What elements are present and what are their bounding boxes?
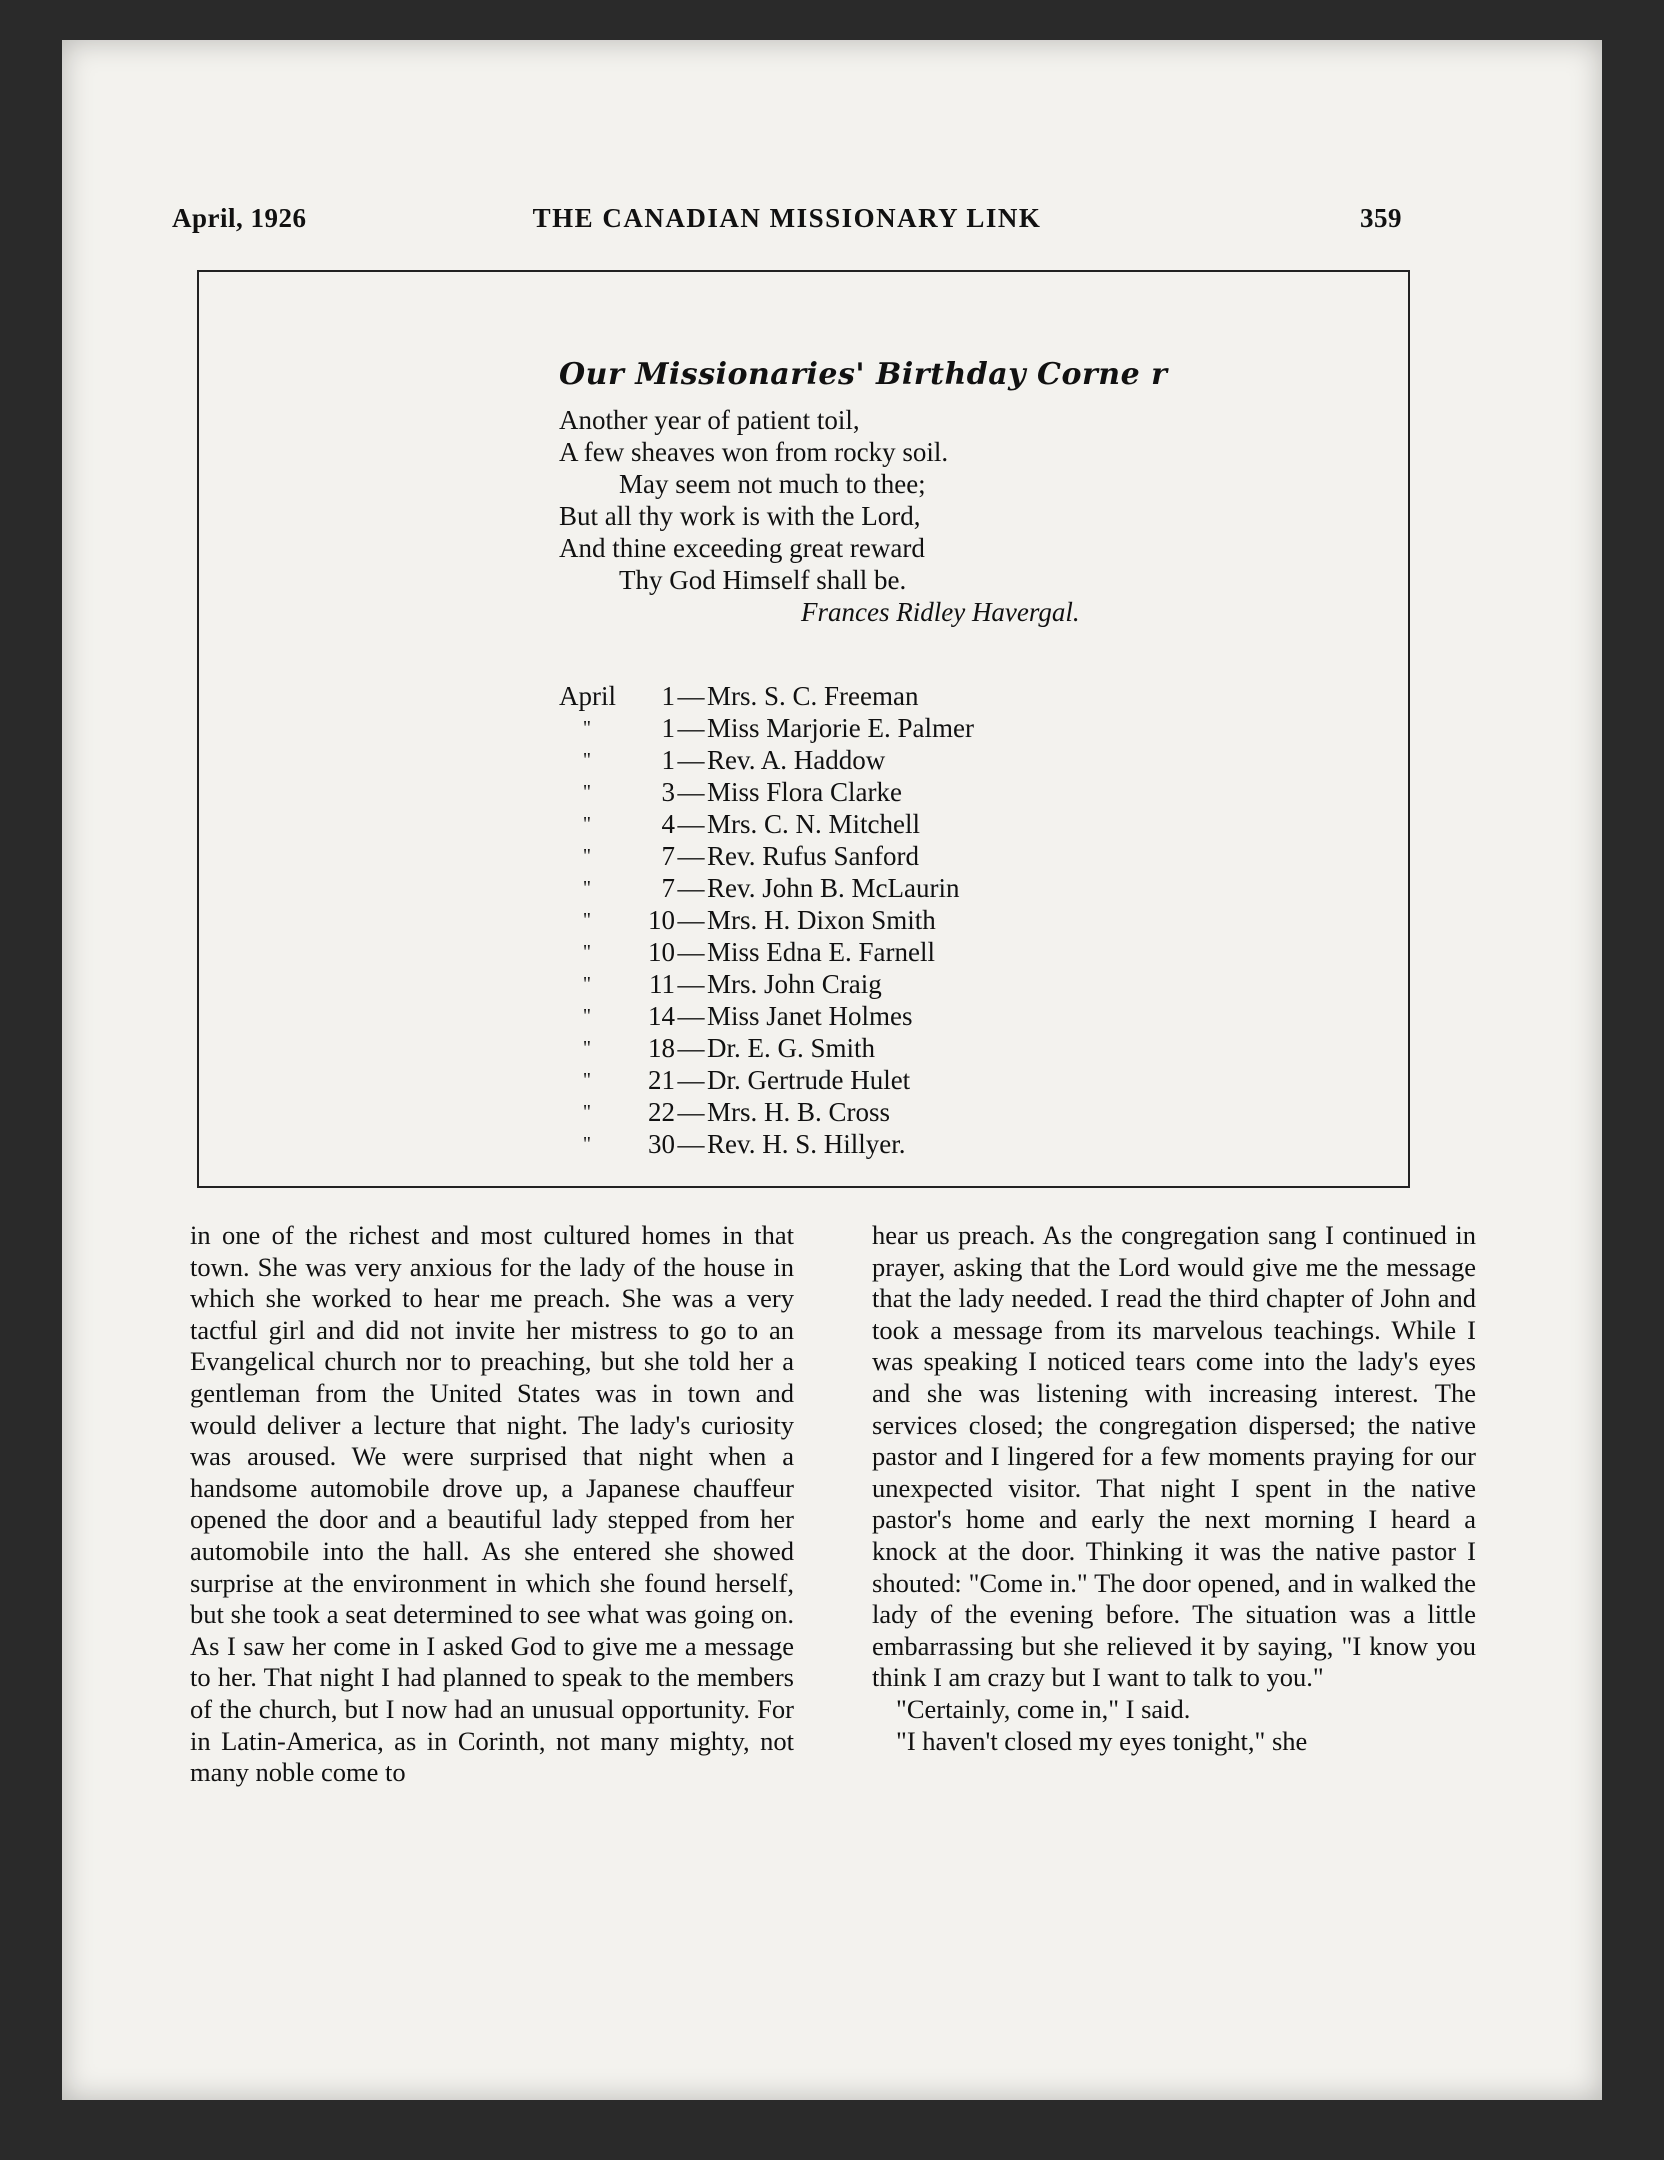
birthday-day: 22 [648,1097,675,1127]
birthday-entry [559,1128,1359,1160]
corner-title: Our Missionaries' Birthday Corne r [559,357,1168,392]
poem-line: A few sheaves won from rocky soil. [559,437,949,467]
birthday-entry [559,904,1359,936]
birthday-entry [559,744,1359,776]
birthday-dash: — [677,969,705,999]
article-body [190,1220,1490,2040]
birthday-entry [559,1096,1359,1128]
birthday-dash: — [677,873,705,903]
birthday-list [559,680,1359,1160]
birthday-dash: — [677,905,705,935]
birthday-entry [559,808,1359,840]
birthday-month: April [559,681,616,711]
birthday-entry [559,1032,1359,1064]
birthday-month: " [582,877,592,899]
issue-date: April, 1926 [172,203,307,233]
birthday-day: 18 [648,1033,675,1063]
poem-line: May seem not much to thee; [619,469,926,499]
birthday-dash: — [677,713,705,743]
poem-line: Another year of patient toil, [559,405,860,435]
birthday-month: " [582,717,592,739]
birthday-month: " [582,973,592,995]
birthday-dash: — [677,777,705,807]
birthday-entry [559,680,1359,712]
poem-line: But all thy work is with the Lord, [559,501,921,531]
birthday-name: Rev. Rufus Sanford [707,841,919,871]
birthday-month: " [582,781,592,803]
birthday-dash: — [677,1097,705,1127]
poem-line: And thine exceeding great reward [559,533,925,563]
birthday-day: 7 [661,841,675,871]
birthday-entry [559,1000,1359,1032]
running-head [172,203,1402,243]
birthday-name: Mrs. S. C. Freeman [707,681,919,711]
birthday-month: " [582,909,592,931]
birthday-month: " [582,845,592,867]
birthday-entry [559,936,1359,968]
birthday-name: Miss Edna E. Farnell [707,937,935,967]
article-paragraph: hear us preach. As the congregation sang I continued in prayer, asking that the Lord would give me the message that the lady needed. I read the third chapter of John and took a message from its marvelous teachings. While I was speaking I noticed tears come into the lady's eyes and she was listening with increasing interest. The services closed; the congregation dispersed; the native pastor and I lingered for a few moments praying for our unexpected visitor. That night I spent in the native pastor's home and early the next morning I heard a knock at the door. Thinking it was the native pastor I shouted: "Come in." The door opened, and in walked the lady of the evening before. The situation was a little embarrassing but she relieved it by saying, "I know you think I am crazy but I want to talk to you." [872,1220,1476,1693]
birthday-entry [559,872,1359,904]
birthday-name: Dr. E. G. Smith [707,1033,876,1063]
birthday-day: 21 [648,1065,675,1095]
birthday-month: " [582,1069,592,1091]
birthday-month: " [582,749,592,771]
birthday-day: 1 [661,681,675,711]
birthday-entry [559,712,1359,744]
birthday-name: Miss Marjorie E. Palmer [707,713,974,743]
birthday-name: Rev. John B. McLaurin [707,873,960,903]
publication-title: THE CANADIAN MISSIONARY LINK [532,203,1042,233]
birthday-day: 11 [649,969,675,999]
article-column-right [872,1220,1476,1757]
poem-attribution: Frances Ridley Havergal. [801,597,1080,627]
birthday-entry [559,968,1359,1000]
birthday-name: Mrs. H. B. Cross [707,1097,891,1127]
birthday-name: Miss Janet Holmes [707,1001,913,1031]
birthday-month: " [582,941,592,963]
birthday-name: Rev. H. S. Hillyer. [707,1129,906,1159]
birthday-month: " [582,813,592,835]
birthday-dash: — [677,1129,705,1159]
birthday-day: 10 [648,905,675,935]
birthday-entry [559,840,1359,872]
article-paragraph: "I haven't closed my eyes tonight," she [896,1725,1308,1756]
birthday-dash: — [677,1001,705,1031]
document-page [62,40,1602,2100]
birthday-dash: — [677,937,705,967]
article-paragraph: in one of the richest and most cultured homes in that town. She was very anxious for the lady of the house in which she worked to hear me preach. She was a very tactful girl and did not invite her mistress to go to an Evangelical church nor to preaching, but she told her a gentleman from the United States was in town and would deliver a lecture that night. The lady's curiosity was aroused. We were surprised that night when a handsome automobile drove up, a Japanese chauffeur opened the door and a beautiful lady stepped from her automobile into the hall. As she entered she showed surprise at the environment in which she found herself, but she took a seat determined to see what was going on. As I saw her come in I asked God to give me a message to her. That night I had planned to speak to the members of the church, but I now had an unusual opportunity. For in Latin-America, as in Corinth, not many mighty, not many noble come to [190,1220,794,1788]
birthday-dash: — [677,1065,705,1095]
article-paragraph: "Certainly, come in," I said. [896,1693,1191,1724]
birthday-entry [559,1064,1359,1096]
page-number: 359 [1360,203,1402,233]
birthday-day: 7 [661,873,675,903]
birthday-name: Miss Flora Clarke [707,777,902,807]
birthday-month: " [582,1101,592,1123]
birthday-dash: — [677,1033,705,1063]
birthday-dash: — [677,681,705,711]
birthday-name: Dr. Gertrude Hulet [707,1065,911,1095]
birthday-name: Rev. A. Haddow [707,745,886,775]
birthday-dash: — [677,809,705,839]
birthday-day: 30 [648,1129,675,1159]
birthday-name: Mrs. John Craig [707,969,882,999]
birthday-month: " [582,1037,592,1059]
birthday-corner-box [197,270,1410,1188]
birthday-day: 1 [661,745,675,775]
birthday-name: Mrs. H. Dixon Smith [707,905,936,935]
birthday-dash: — [677,745,705,775]
article-column-left [190,1220,794,1789]
birthday-name: Mrs. C. N. Mitchell [707,809,920,839]
birthday-day: 14 [648,1001,675,1031]
birthday-day: 3 [661,777,675,807]
birthday-entry [559,776,1359,808]
birthday-month: " [582,1133,592,1155]
birthday-day: 4 [661,809,675,839]
poem-line: Thy God Himself shall be. [619,565,907,595]
birthday-day: 10 [648,937,675,967]
poem [559,404,1359,628]
birthday-month: " [582,1005,592,1027]
birthday-dash: — [677,841,705,871]
birthday-day: 1 [661,713,675,743]
